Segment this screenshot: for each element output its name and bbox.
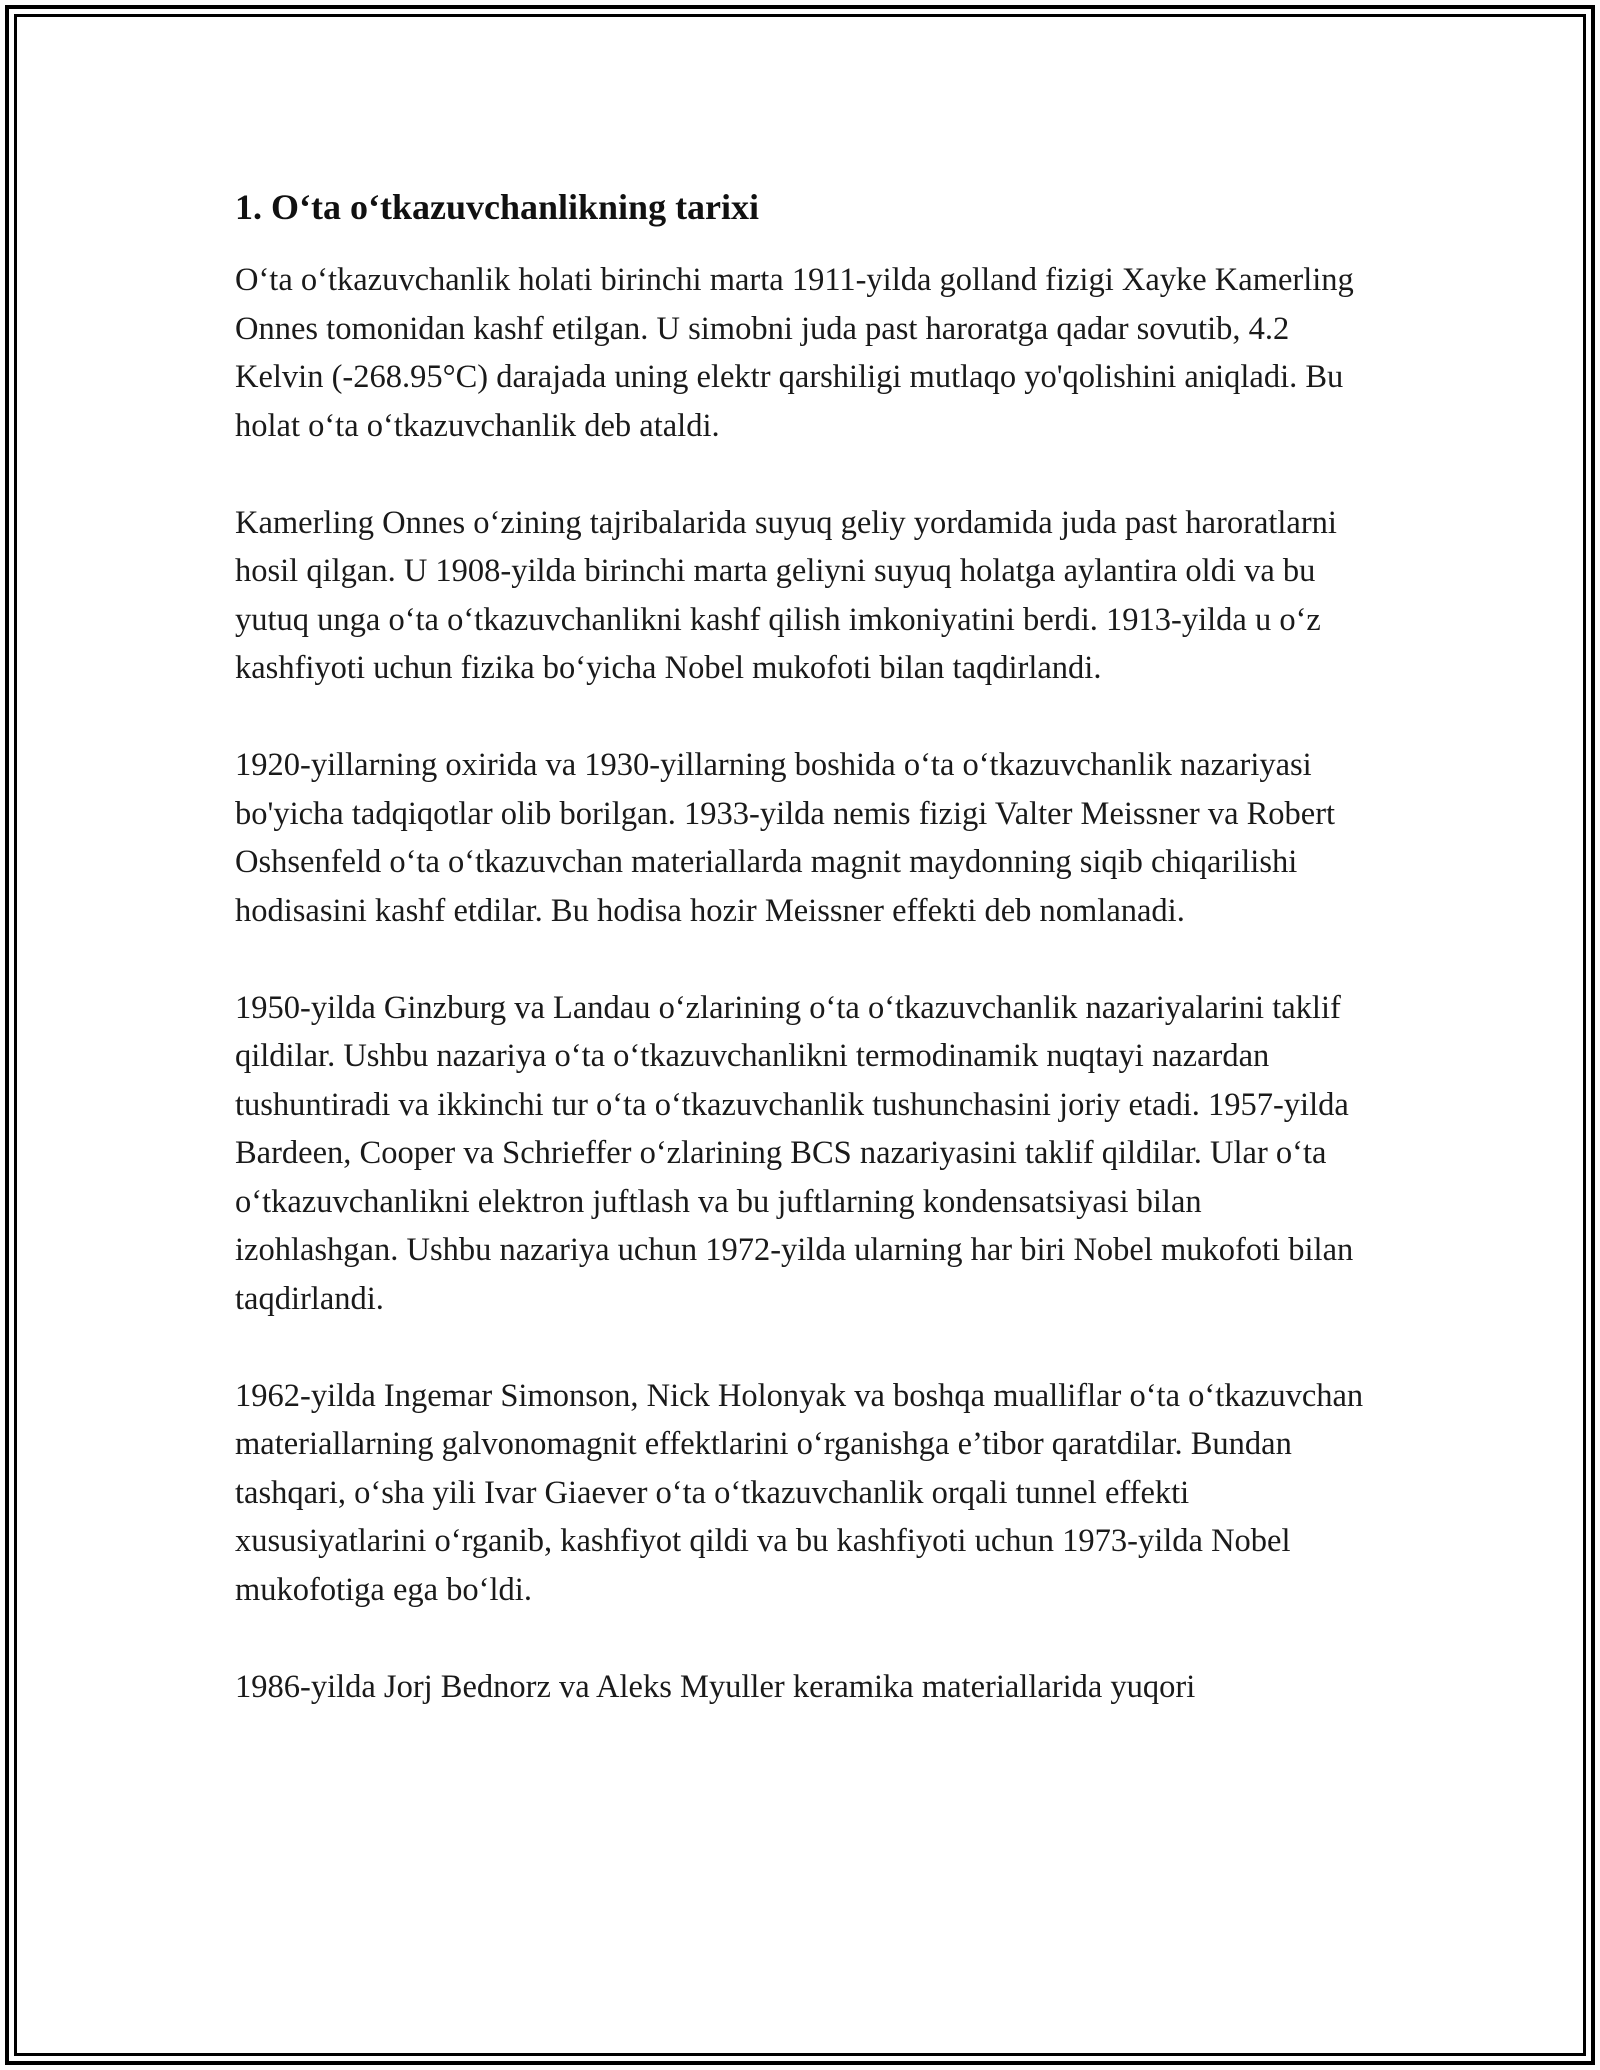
document-body [235, 184, 1365, 1760]
paragraph-meissner-effect: 1920-yillarning oxirida va 1930-yillarning boshida o‘ta o‘tkazuvchanlik nazariyasi bo'yicha tadqiqotlar olib borilgan. 1933-yilda nemis fizigi Valter Meissner va Robert Oshsenfeld o‘ta o‘tkazuvchan materiallarda magnit maydonning siqib chiqarilishi hodisasini kashf etdilar. Bu hodisa hozir Meissner effekti deb nomlanadi. [235, 747, 1336, 929]
paragraph-high-temperature: 1986-yilda Jorj Bednorz va Aleks Myuller keramika materiallarida yuqori [235, 1668, 1196, 1705]
paragraph-discovery: O‘ta o‘tkazuvchanlik holati birinchi marta 1911-yilda golland fizigi Xayke Kamerling Onnes tomonidan kashf etilgan. U simobni juda past haroratga qadar sovutib, 4.2 Kelvin (-268.95°C) darajada uning elektr qarshiligi mutlaqo yo'qolishini aniqladi. Bu holat o‘ta o‘tkazuvchanlik deb ataldi. [235, 262, 1354, 444]
paragraph-tunnel-effect: 1962-yilda Ingemar Simonson, Nick Holonyak va boshqa mualliflar o‘ta o‘tkazuvchan materiallarning galvonomagnit effektlarini o‘rganishga e’tibor qaratdilar. Bundan tashqari, o‘sha yili Ivar Giaever o‘ta o‘tkazuvchanlik orqali tunnel effekti xususiyatlarini o‘rganib, kashfiyot qildi va bu kashfiyoti uchun 1973-yilda Nobel mukofotiga ega bo‘ldi. [235, 1377, 1364, 1608]
paragraph-theories: 1950-yilda Ginzburg va Landau o‘zlarining o‘ta o‘tkazuvchanlik nazariyalarini taklif qildilar. Ushbu nazariya o‘ta o‘tkazuvchanlikni termodinamik nuqtayi nazardan tushuntiradi va ikkinchi tur o‘ta o‘tkazuvchanlik tushunchasini joriy etadi. 1957-yilda Bardeen, Cooper va Schrieffer o‘zlarining BCS nazariyasini taklif qildilar. Ular o‘ta o‘tkazuvchanlikni elektron juftlash va bu juftlarning kondensatsiyasi bilan izohlashgan. Ushbu nazariya uchun 1972-yilda ularning har biri Nobel mukofoti bilan taqdirlandi. [235, 989, 1354, 1317]
section-heading: 1. O‘ta o‘tkazuvchanlikning tarixi [235, 187, 760, 227]
paragraph-liquid-helium: Kamerling Onnes o‘zining tajribalarida suyuq geliy yordamida juda past haroratlarni hosil qilgan. U 1908-yilda birinchi marta geliyni suyuq holatga aylantira oldi va bu yutuq unga o‘ta o‘tkazuvchanlikni kashf qilish imkoniyatini berdi. 1913-yilda u o‘z kashfiyoti uchun fizika bo‘yicha Nobel mukofoti bilan taqdirlandi. [235, 504, 1337, 686]
